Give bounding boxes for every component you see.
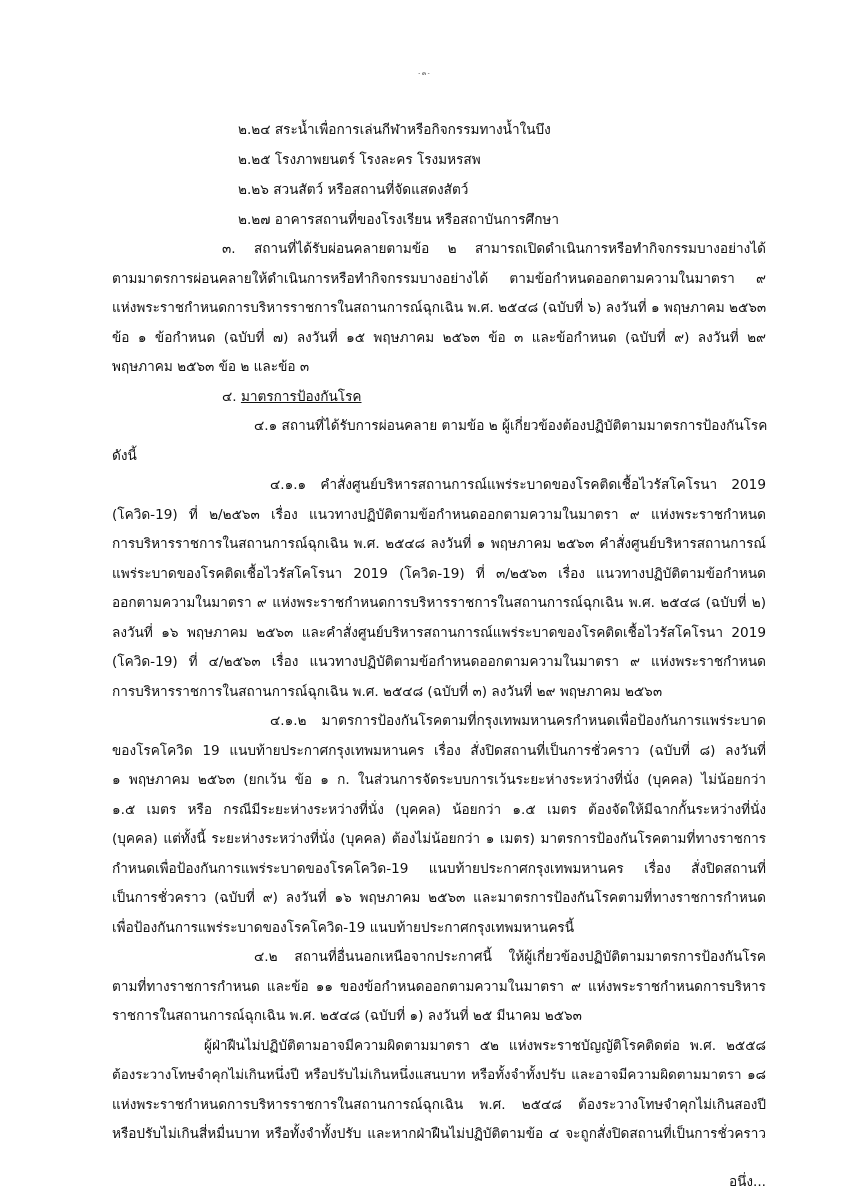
list-item: ๒.๒๔ สระน้ำเพื่อการเล่นกีฬาหรือกิจกรรมทางน้ำในบึง (238, 122, 551, 138)
paragraph-line: หรือปรับไม่เกินสี่หมื่นบาท หรือทั้งจำทั้งปรับ และหากฝ่าฝืนไม่ปฏิบัติตามข้อ ๔ จะถูกสั่งปิดสถานที่เป็นการชั่วคราว (112, 1126, 766, 1142)
paragraph-line: เป็นการชั่วคราว (ฉบับที่ ๙) ลงวันที่ ๑๖ พฤษภาคม ๒๕๖๓ และมาตรการป้องกันโรคตามที่ทางราชการกำหนด (112, 890, 766, 906)
section-title: มาตรการป้องกันโรค (240, 389, 362, 405)
paragraph-line: แห่งพระราชกำหนดการบริหารราชการในสถานการณ์ฉุกเฉิน พ.ศ. ๒๕๔๘ (ฉบับที่ ๖) ลงวันที่ ๑ พฤษภาคม ๒๕๖๓ (112, 300, 767, 316)
paragraph-line: ๓. สถานที่ได้รับผ่อนคลายตามข้อ ๒ สามารถเปิดดำเนินการหรือทำกิจกรรมบางอย่างได้ (222, 241, 766, 257)
paragraph-line: ข้อ ๑ ข้อกำหนด (ฉบับที่ ๗) ลงวันที่ ๑๕ พฤษภาคม ๒๕๖๓ ข้อ ๓ และข้อกำหนด (ฉบับที่ ๙) ลงวันที่ ๒๙ (112, 330, 766, 346)
paragraph-line: (โควิด-19) ที่ ๒/๒๕๖๓ เรื่อง แนวทางปฏิบัติตามข้อกำหนดออกตามความในมาตรา ๙ แห่งพระราชกำหนด (112, 507, 766, 523)
paragraph-line: ลงวันที่ ๑๖ พฤษภาคม ๒๕๖๓ และคำสั่งศูนย์บริหารสถานการณ์แพร่ระบาดของโรคติดเชื้อไวรัสโคโรนา 2019 (112, 625, 766, 641)
paragraph-line: แห่งพระราชกำหนดการบริหารราชการในสถานการณ์ฉุกเฉิน พ.ศ. ๒๕๔๘ ต้องระวางโทษจำคุกไม่เกินสองปี (112, 1097, 766, 1113)
paragraph-line: ๔.๒ สถานที่อื่นนอกเหนือจากประกาศนี้ ให้ผู้เกี่ยวข้องปฏิบัติตามมาตรการป้องกันโรค (254, 949, 766, 965)
paragraph-line: การบริหารราชการในสถานการณ์ฉุกเฉิน พ.ศ. ๒๕๔๘ (ฉบับที่ ๓) ลงวันที่ ๒๙ พฤษภาคม ๒๕๖๓ (112, 684, 663, 700)
paragraph-line: ๔.๑ สถานที่ได้รับการผ่อนคลาย ตามข้อ ๒ ผู้เกี่ยวข้องต้องปฏิบัติตามมาตรการป้องกันโรค (254, 418, 768, 434)
paragraph-line: ๔.๑.๑ คำสั่งศูนย์บริหารสถานการณ์แพร่ระบาดของโรคติดเชื้อไวรัสโคโรนา 2019 (270, 477, 766, 493)
list-item: ๒.๒๖ สวนสัตว์ หรือสถานที่จัดแสดงสัตว์ (238, 182, 469, 198)
list-item: ๒.๒๗ อาคารสถานที่ของโรงเรียน หรือสถาบันการศึกษา (238, 212, 560, 228)
paragraph-line: ของโรคโควิด 19 แนบท้ายประกาศกรุงเทพมหานคร เรื่อง สั่งปิดสถานที่เป็นการชั่วคราว (ฉบับที่ ๘) ลงวันที่ (112, 743, 766, 759)
paragraph-line: ๔.๑.๒ มาตรการป้องกันโรคตามที่กรุงเทพมหานครกำหนดเพื่อป้องกันการแพร่ระบาด (270, 713, 766, 729)
paragraph-line: ตามที่ทางราชการกำหนด และข้อ ๑๑ ของข้อกำหนดออกตามความในมาตรา ๙ แห่งพระราชกำหนดการบริหาร (112, 979, 766, 995)
paragraph-line: (บุคคล) แต่ทั้งนี้ ระยะห่างระหว่างที่นั่ง (บุคคล) ต้องไม่น้อยกว่า ๑ เมตร) มาตรการป้องกันโรคตามที่ทางราชการ (112, 831, 766, 847)
continuation-text: อนึ่ง... (728, 1174, 766, 1190)
paragraph-line: พฤษภาคม ๒๕๖๓ ข้อ ๒ และข้อ ๓ (112, 359, 310, 375)
paragraph-line: ออกตามความในมาตรา ๙ แห่งพระราชกำหนดการบริหารราชการในสถานการณ์ฉุกเฉิน พ.ศ. ๒๕๔๘ (ฉบับที่ ๒) (112, 595, 766, 611)
paragraph-line: ตามมาตรการผ่อนคลายให้ดำเนินการหรือทำกิจกรรมบางอย่างได้ ตามข้อกำหนดออกตามความในมาตรา ๙ (112, 271, 766, 287)
paragraph-line: ราชการในสถานการณ์ฉุกเฉิน พ.ศ. ๒๕๔๘ (ฉบับที่ ๑) ลงวันที่ ๒๕ มีนาคม ๒๕๖๓ (112, 1008, 582, 1024)
paragraph-line: ๑ พฤษภาคม ๒๕๖๓ (ยกเว้น ข้อ ๑ ก. ในส่วนการจัดระบบการเว้นระยะห่างระหว่างที่นั่ง (บุคคล) ไม่น้อยกว่า (112, 772, 766, 788)
paragraph-line: ต้องระวางโทษจำคุกไม่เกินหนึ่งปี หรือปรับไม่เกินหนึ่งแสนบาท หรือทั้งจำทั้งปรับ และอาจมีความผิดตามมาตรา ๑๘ (112, 1068, 766, 1083)
section-number: ๔. (222, 389, 241, 405)
paragraph-line: ดังนี้ (112, 448, 137, 464)
list-item: ๒.๒๕ โรงภาพยนตร์ โรงละคร โรงมหรสพ (238, 152, 481, 168)
section-heading (222, 383, 361, 413)
paragraph-line: ๑.๕ เมตร หรือ กรณีมีระยะห่างระหว่างที่นั่ง (บุคคล) น้อยกว่า ๑.๕ เมตร ต้องจัดให้มีฉากกั้นระหว่างที่นั่ง (112, 802, 766, 818)
paragraph-line: กำหนดเพื่อป้องกันการแพร่ระบาดของโรคโควิด-19 แนบท้ายประกาศกรุงเทพมหานคร เรื่อง สั่งปิดสถานที่ (112, 861, 766, 877)
page-number: - ๓ - (418, 71, 430, 77)
paragraph-line: ผู้ฝ่าฝืนไม่ปฏิบัติตามอาจมีความผิดตามมาตรา ๕๒ แห่งพระราชบัญญัติโรคติดต่อ พ.ศ. ๒๕๕๘ (204, 1038, 766, 1054)
paragraph-line: (โควิด-19) ที่ ๔/๒๕๖๓ เรื่อง แนวทางปฏิบัติตามข้อกำหนดออกตามความในมาตรา ๙ แห่งพระราชกำหนด (112, 654, 766, 670)
paragraph-line: แพร่ระบาดของโรคติดเชื้อไวรัสโคโรนา 2019 (โควิด-19) ที่ ๓/๒๕๖๓ เรื่อง แนวทางปฏิบัติตามข้อกำหนด (112, 566, 766, 582)
paragraph-line: เพื่อป้องกันการแพร่ระบาดของโรคโควิด-19 แนบท้ายประกาศกรุงเทพมหานครนี้ (112, 920, 575, 936)
paragraph-line: การบริหารราชการในสถานการณ์ฉุกเฉิน พ.ศ. ๒๕๔๘ ลงวันที่ ๑ พฤษภาคม ๒๕๖๓ คำสั่งศูนย์บริหารสถานการณ์ (112, 536, 766, 552)
